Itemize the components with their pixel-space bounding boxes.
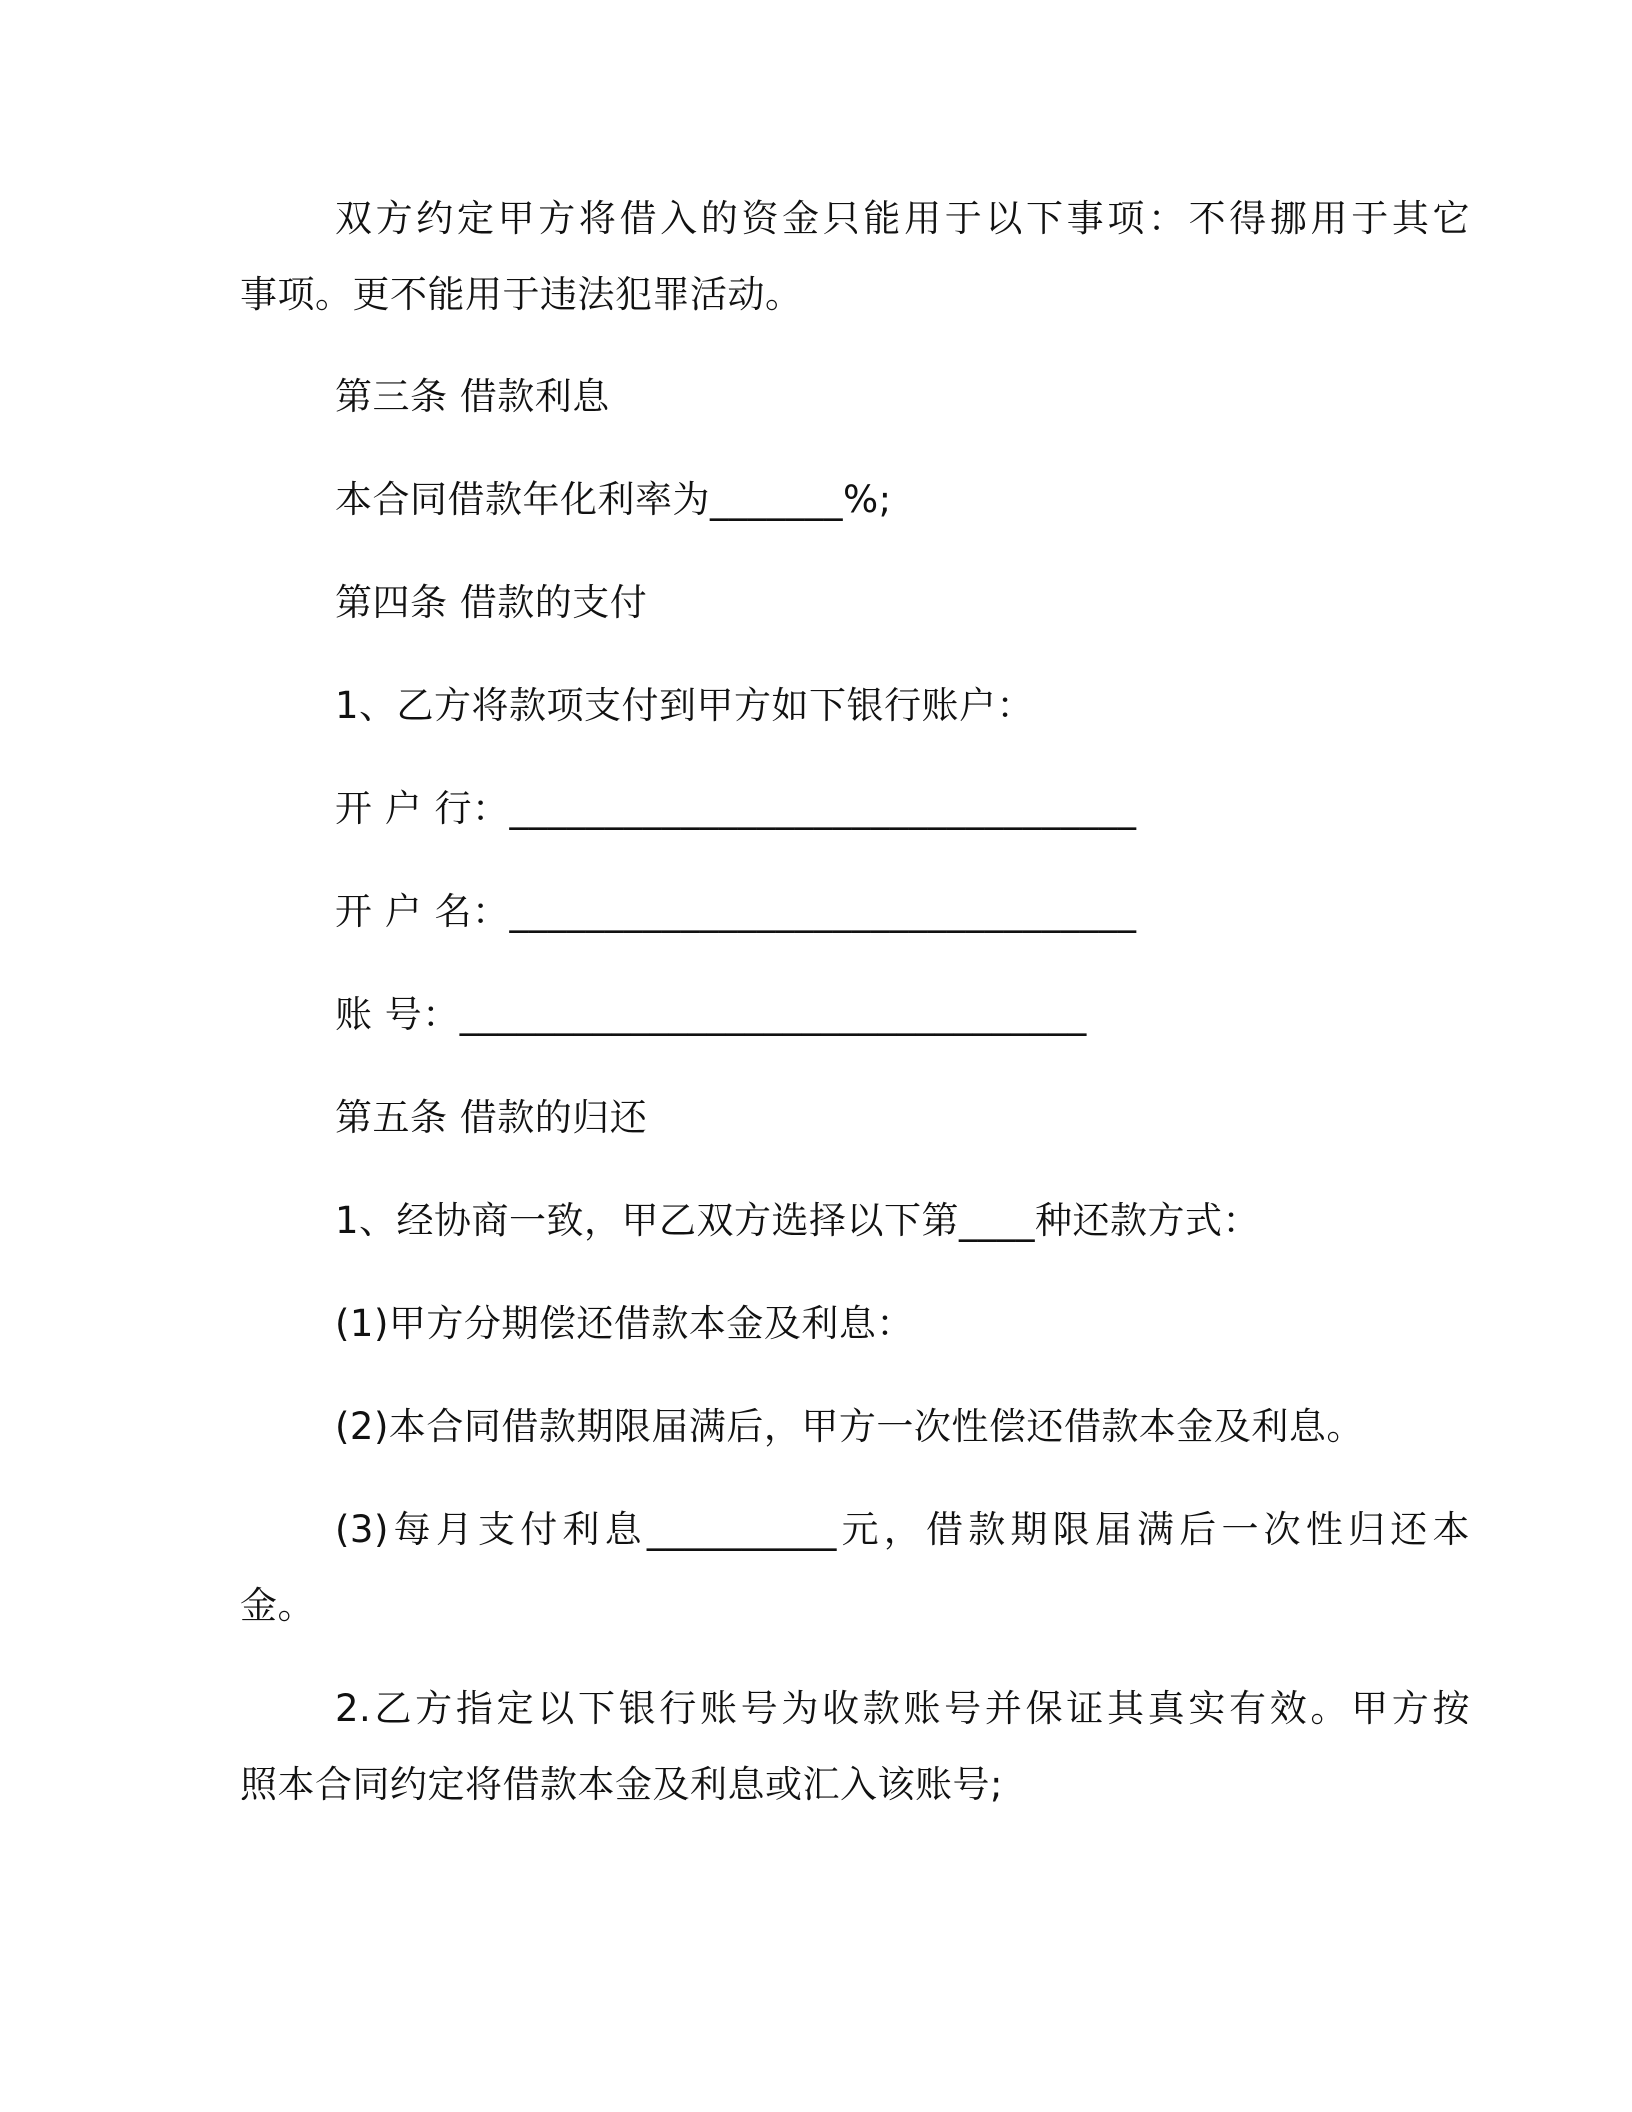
repayment-method-clause: 1、经协商一致，甲乙双方选择以下第____种还款方式： (335, 1199, 1261, 1242)
payment-account-clause: 1、乙方将款项支付到甲方如下银行账户： (335, 684, 1035, 727)
article-5-title: 第五条 借款的归还 (335, 1096, 648, 1139)
repayment-option-1: (1)甲方分期偿还借款本金及利息： (335, 1302, 914, 1345)
account-number-field: 账 号：_________________________________ (335, 993, 1087, 1036)
repayment-option-2: (2)本合同借款期限届满后，甲方一次性偿还借款本金及利息。 (335, 1405, 1364, 1448)
paragraph-purpose-line-1: 双方约定甲方将借入的资金只能用于以下事项：不得挪用于其它 (335, 197, 1470, 240)
bank-name-field: 开 户 行：_________________________________ (335, 787, 1137, 830)
account-name-field: 开 户 名：_________________________________ (335, 890, 1137, 933)
receiving-account-clause-line-2: 照本合同约定将借款本金及利息或汇入该账号; (240, 1763, 1003, 1806)
receiving-account-clause-line-1: 2.乙方指定以下银行账号为收款账号并保证其真实有效。甲方按 (335, 1687, 1470, 1730)
article-4-title: 第四条 借款的支付 (335, 581, 648, 624)
repayment-option-3-line-2: 金。 (240, 1584, 315, 1627)
paragraph-purpose-line-2: 事项。更不能用于违法犯罪活动。 (240, 273, 803, 316)
repayment-option-3-line-1: (3)每月支付利息__________元，借款期限届满后一次性归还本 (335, 1508, 1470, 1551)
article-3-title: 第三条 借款利息 (335, 375, 610, 418)
interest-rate-clause: 本合同借款年化利率为_______%; (335, 478, 892, 521)
